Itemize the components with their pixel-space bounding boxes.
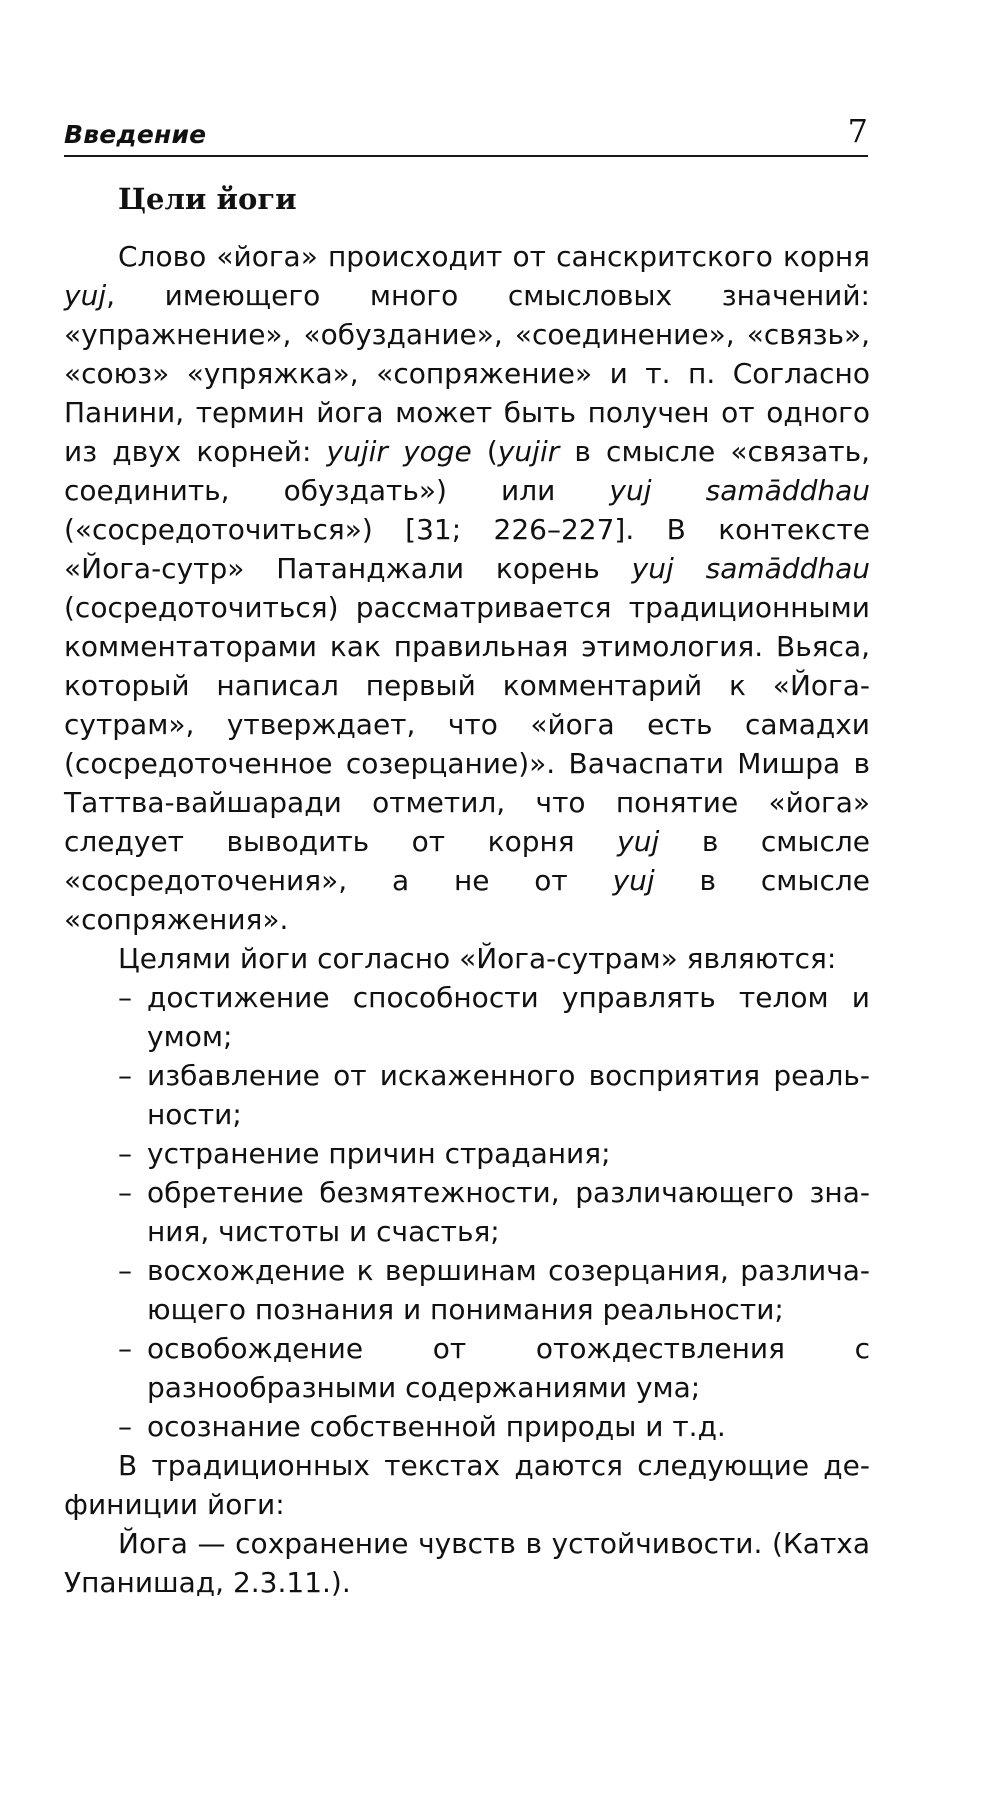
etymology-text: в смысле «сосредоточения», а не от xyxy=(64,825,871,897)
yoga-goal-text: достижение способности управлять телом и умом; xyxy=(147,981,870,1053)
yoga-goal-text: избавление от искаженного восприятия реальности; xyxy=(147,1059,870,1131)
yoga-goal-text: обретение безмятежности, различающего знания, чистоты и счастья; xyxy=(147,1176,870,1248)
etymology-text: Слово «йога» происходит от санскритского корня xyxy=(118,240,870,273)
list-dash: – xyxy=(118,981,132,1014)
running-section-title: Введение xyxy=(64,120,207,149)
yoga-goal-item xyxy=(118,1251,870,1329)
yoga-goal-text: устранение причин страдания; xyxy=(147,1137,611,1170)
sanskrit-root: yuj xyxy=(612,864,655,897)
yoga-goal-item xyxy=(118,1134,870,1173)
yoga-goals-list xyxy=(64,978,870,1446)
section-heading: Цели йоги xyxy=(118,182,297,216)
etymology-text: (сосредоточиться) рассматривается традиционными комментаторами как правильная этимология. Вьяса, который написал первый комментарий к «Йога-сутрам», утверждает, что «йога есть самадхи (сосредоточенное созерцание)». Вачаспати Мишра в Таттва-вайшаради отметил, что понятие «йога» следует выводить от корня xyxy=(64,591,870,858)
yoga-goal-text: освобождение от отождествления с разнообразными содержаниями ума; xyxy=(147,1332,870,1404)
list-dash: – xyxy=(118,1410,132,1443)
running-header xyxy=(64,105,868,157)
list-dash: – xyxy=(118,1332,132,1365)
list-dash: – xyxy=(118,1176,132,1209)
definitions-intro-paragraph: В традиционных текстах даются следующие дефиниции йоги: xyxy=(64,1449,870,1521)
sanskrit-root: yujir yoge xyxy=(326,435,472,468)
etymology-text: в смысле «связать, соединить, обуздать») или xyxy=(64,435,870,507)
page-content xyxy=(64,180,870,1602)
sanskrit-root: yuj xyxy=(64,279,107,312)
yoga-goal-item xyxy=(118,1407,870,1446)
yoga-goal-item xyxy=(118,1329,870,1407)
etymology-text: , имеющего много смысловых значений: «упражнение», «обуздание», «соединение», «связь», «союз» «упряжка», «сопряжение» и т. п. Согласно Панини, термин йога может быть получен от одного из двух корней: xyxy=(64,279,870,468)
yoga-goal-item xyxy=(118,1173,870,1251)
etymology-paragraph xyxy=(64,237,870,939)
etymology-text: («сосредоточиться») [31; 226–227]. В контексте «Йога-сутр» Патанджали корень xyxy=(64,513,870,585)
list-dash: – xyxy=(118,1137,132,1170)
yoga-goal-item xyxy=(118,978,870,1056)
list-dash: – xyxy=(118,1254,132,1287)
yoga-definition: Йога — сохранение чувств в устойчивости. (Катха Упанишад, 2.3.11.). xyxy=(64,1527,870,1599)
yoga-goal-text: восхождение к вершинам созерцания, различающего познания и понимания реальности; xyxy=(147,1254,870,1326)
etymology-text: ( xyxy=(471,435,498,468)
etymology-text: в смысле «сопряжения». xyxy=(64,864,870,936)
page-number: 7 xyxy=(847,112,868,150)
yoga-goal-item xyxy=(118,1056,870,1134)
goals-intro-paragraph: Целями йоги согласно «Йога-сутрам» являются: xyxy=(118,942,837,975)
sanskrit-root: yuj samāddhau xyxy=(609,474,870,507)
sanskrit-root: yujir xyxy=(497,435,560,468)
list-dash: – xyxy=(118,1059,132,1092)
sanskrit-root: yuj xyxy=(617,825,660,858)
sanskrit-root: yuj samāddhau xyxy=(631,552,870,585)
yoga-goal-text: осознание собственной природы и т.д. xyxy=(147,1410,726,1443)
